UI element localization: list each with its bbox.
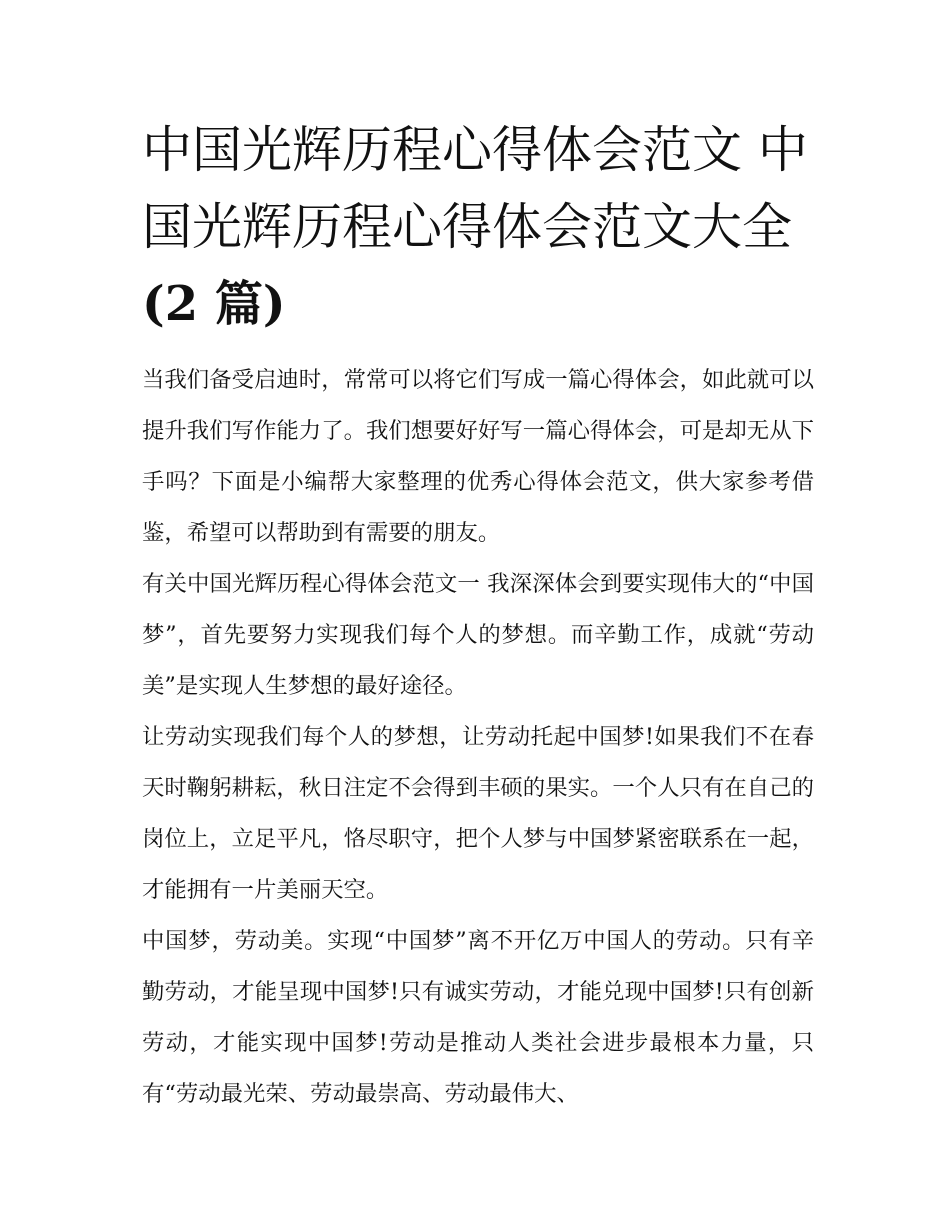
document-title <box>142 112 814 343</box>
body-paragraph: 中国梦，劳动美。实现“中国梦”离不开亿万中国人的劳动。只有辛勤劳动，才能呈现中国梦!只有诚实劳动，才能兑现中国梦!只有创新劳动，才能实现中国梦!劳动是推动人类社会进步最根本力量，只有“劳动最光荣、劳动最崇高、劳动最伟大、 <box>142 928 814 1107</box>
body-paragraph: 让劳动实现我们每个人的梦想，让劳动托起中国梦!如果我们不在春天时鞠躬耕耘，秋日注定不会得到丰硕的果实。一个人只有在自己的岗位上，立足平凡，恪尽职守，把个人梦与中国梦紧密联系在一起，才能拥有一片美丽天空。 <box>142 724 814 903</box>
document-body <box>142 112 814 1120</box>
intro-paragraph: 当我们备受启迪时，常常可以将它们写成一篇心得体会，如此就可以提升我们写作能力了。我们想要好好写一篇心得体会，可是却无从下手吗？下面是小编帮大家整理的优秀心得体会范文，供大家参考借鉴，希望可以帮助到有需要的朋友。 <box>142 367 814 546</box>
body-paragraph: 有关中国光辉历程心得体会范文一 我深深体会到要实现伟大的“中国梦”，首先要努力实现我们每个人的梦想。而辛勤工作，成就“劳动美”是实现人生梦想的最好途径。 <box>142 571 814 699</box>
document-title-main: 中国光辉历程心得体会范文 中国光辉历程心得体会范文大全 <box>142 121 808 256</box>
document-title-count: (2 篇) <box>142 276 286 332</box>
